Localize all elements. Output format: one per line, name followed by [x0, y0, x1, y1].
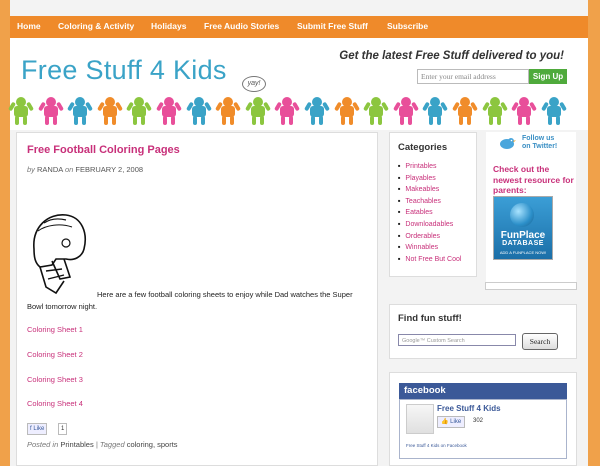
thumbs-up-icon: 👍 [441, 419, 449, 425]
category-printables[interactable]: ■ Printables [398, 161, 461, 173]
kid-figure-icon [99, 97, 121, 125]
promo-column [486, 132, 576, 282]
category-playables[interactable]: ■ Playables [398, 173, 461, 185]
football-helmet-image [26, 209, 88, 297]
facebook-header: facebook [399, 383, 567, 399]
nav-free-audio-stories[interactable]: Free Audio Stories [204, 21, 280, 31]
category-downloadables[interactable]: ■ Downloadables [398, 219, 461, 231]
funplace-cta: ADD A FUNPLACE NOW! [499, 250, 547, 255]
left-border [0, 0, 10, 466]
facebook-f-icon: f [30, 426, 32, 432]
post-area [16, 132, 378, 466]
coloring-sheet-1-link[interactable]: Coloring Sheet 1 [27, 325, 83, 334]
facebook-widget [389, 372, 577, 466]
funplace-title: FunPlace [500, 230, 546, 241]
on-word: on [64, 165, 74, 174]
post-byline [27, 165, 143, 174]
like-count: 1 [58, 423, 67, 435]
kid-figure-icon [247, 97, 269, 125]
posted-in-label: Posted in [27, 440, 59, 449]
facebook-like-label: Like [450, 419, 462, 425]
post-title[interactable]: Free Football Coloring Pages [27, 144, 180, 156]
nav-submit-free-stuff[interactable]: Submit Free Stuff [297, 21, 368, 31]
kid-figure-icon [365, 97, 387, 125]
twitter-bird-icon[interactable] [498, 136, 516, 150]
categories-title: Categories [398, 142, 448, 153]
facebook-footer-link[interactable] [406, 443, 467, 448]
kids-banner [10, 97, 570, 127]
right-border [588, 0, 600, 466]
search-button[interactable]: Search [522, 333, 558, 350]
kid-figure-icon [306, 97, 328, 125]
coloring-sheet-4-link[interactable]: Coloring Sheet 4 [27, 399, 83, 408]
kid-figure-icon [40, 97, 62, 125]
facebook-like-button[interactable] [437, 416, 465, 428]
categories-list [398, 161, 461, 265]
search-input[interactable]: Google™ Custom Search [398, 334, 516, 346]
category-not-free-but-cool[interactable]: ■ Not Free But Cool [398, 254, 461, 266]
funplace-subtitle: DATABASE [502, 240, 544, 247]
sign-up-button[interactable]: Sign Up [529, 69, 567, 84]
search-widget-title: Find fun stuff! [398, 313, 462, 324]
post-author[interactable]: RANDA [37, 165, 63, 174]
nav-subscribe[interactable]: Subscribe [387, 21, 429, 31]
facebook-footer-site: Facebook [446, 443, 467, 448]
kid-figure-icon [336, 97, 358, 125]
kid-figure-icon [454, 97, 476, 125]
kid-figure-icon [543, 97, 565, 125]
post-date: FEBRUARY 2, 2008 [75, 165, 144, 174]
kid-figure-icon [424, 97, 446, 125]
coloring-sheet-2-link[interactable]: Coloring Sheet 2 [27, 350, 83, 359]
post-intro: Here are a few football coloring sheets to enjoy while Dad watches the Super Bowl tomorrow night. [27, 290, 353, 311]
nav-home[interactable]: Home [17, 21, 41, 31]
nav-coloring-activity[interactable]: Coloring & Activity [58, 21, 135, 31]
kid-figure-icon [484, 97, 506, 125]
facebook-like-count: 302 [473, 418, 484, 424]
kid-figure-icon [158, 97, 180, 125]
categories-widget [389, 132, 477, 277]
kid-figure-icon [217, 97, 239, 125]
post-meta [27, 440, 178, 449]
tagged-label: | Tagged [95, 440, 125, 449]
by-prefix: by [27, 165, 35, 174]
follow-line-2: on Twitter! [522, 143, 558, 150]
checkout-text: Check out the newest resource for parents: [493, 164, 574, 195]
yay-speech-bubble: yay! [242, 76, 266, 92]
kid-figure-icon [513, 97, 535, 125]
funplace-database-banner[interactable] [493, 196, 553, 260]
top-nav [10, 16, 588, 38]
email-input[interactable]: Enter your email address [417, 69, 529, 84]
kid-figure-icon [276, 97, 298, 125]
kid-figure-icon [395, 97, 417, 125]
follow-twitter-link[interactable] [522, 135, 557, 151]
kid-figure-icon [128, 97, 150, 125]
coloring-sheet-3-link[interactable]: Coloring Sheet 3 [27, 375, 83, 384]
category-orderables[interactable]: ■ Orderables [398, 231, 461, 243]
site-logo[interactable]: Free Stuff 4 Kids [21, 55, 227, 85]
like-button[interactable] [27, 423, 47, 435]
category-eatables[interactable]: ■ Eatables [398, 207, 461, 219]
category-winnables[interactable]: ■ Winnables [398, 242, 461, 254]
category-makeables[interactable]: ■ Makeables [398, 184, 461, 196]
facebook-page-name[interactable]: Free Stuff 4 Kids [437, 404, 501, 413]
sidebar-spacer-box [485, 282, 577, 290]
search-widget [389, 304, 577, 359]
like-label: Like [33, 426, 45, 432]
newsletter-tagline: Get the latest Free Stuff delivered to you! [339, 50, 564, 62]
category-teachables[interactable]: ■ Teachables [398, 196, 461, 208]
kid-figure-icon [10, 97, 32, 125]
facebook-footer-prefix: Free Stuff 4 Kids on [406, 443, 446, 448]
facebook-like-box [399, 399, 567, 459]
nav-holidays[interactable]: Holidays [151, 21, 187, 31]
globe-icon [510, 203, 534, 227]
post-category-link[interactable]: Printables [60, 440, 94, 449]
follow-line-1: Follow us [522, 135, 555, 142]
facebook-page-thumbnail[interactable] [406, 404, 434, 434]
kid-figure-icon [69, 97, 91, 125]
post-tags-link[interactable]: coloring, sports [126, 440, 178, 449]
kid-figure-icon [188, 97, 210, 125]
